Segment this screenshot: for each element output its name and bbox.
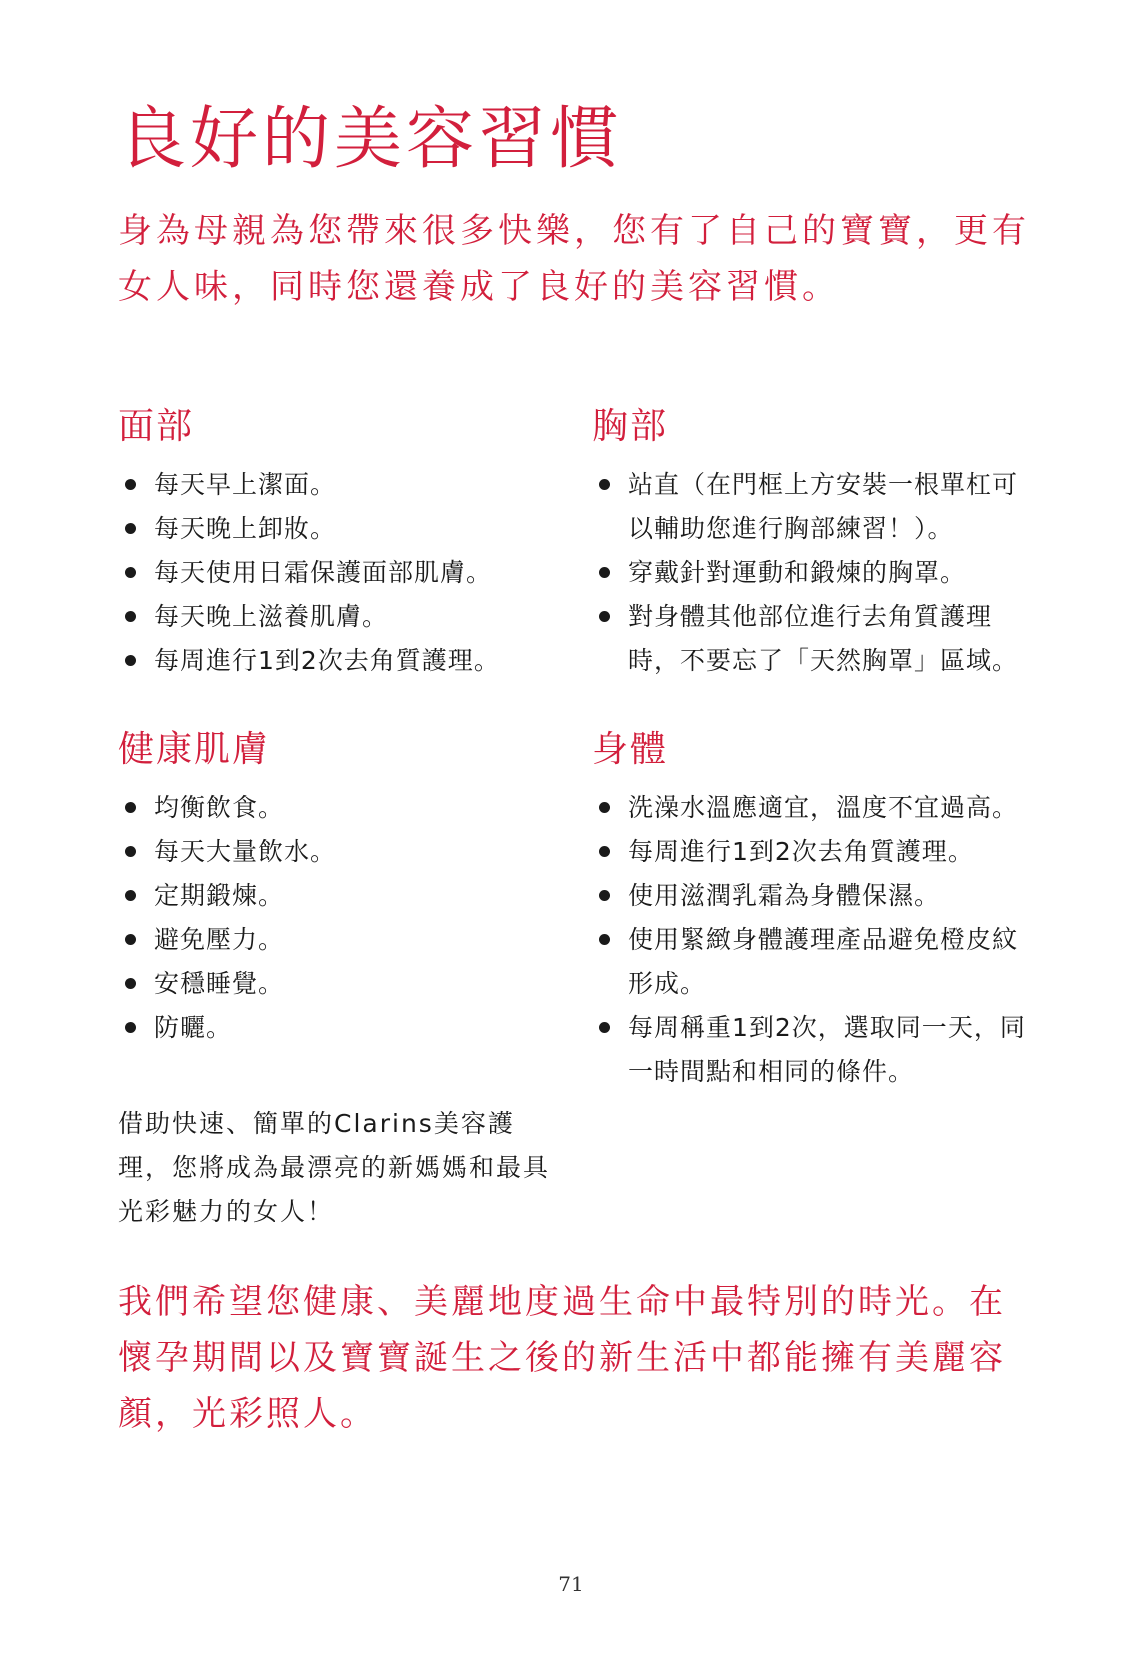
skin-list [118, 786, 558, 1050]
list-item [118, 595, 558, 639]
list-item-text: 站直（在門框上方安裝一根單杠可以輔助您進行胸部練習！）。 [628, 470, 1019, 543]
bullet-icon [599, 567, 610, 578]
list-item-text: 安穩睡覺。 [154, 969, 285, 998]
list-item [592, 595, 1042, 683]
bullet-icon [125, 567, 136, 578]
list-item [592, 830, 1042, 874]
list-item-text: 均衡飲食。 [154, 793, 285, 822]
list-item [592, 786, 1042, 830]
list-item [118, 962, 558, 1006]
body-list [592, 786, 1042, 1094]
section-body [592, 726, 1042, 1094]
page-title: 良好的美容習慣 [118, 100, 623, 179]
list-item [118, 830, 558, 874]
list-item-text: 每天使用日霜保護面部肌膚。 [154, 558, 493, 587]
bullet-icon [125, 846, 136, 857]
intro-text: 身為母親為您帶來很多快樂，您有了自己的寶寶，更有女人味，同時您還養成了良好的美容習慣。 [118, 211, 1030, 307]
bullet-icon [599, 890, 610, 901]
bullet-icon [125, 1022, 136, 1033]
list-item-text: 使用緊緻身體護理產品避免橙皮紋形成。 [628, 925, 1019, 998]
list-item [118, 1006, 558, 1050]
bullet-icon [125, 802, 136, 813]
list-item [592, 874, 1042, 918]
section-heading-body: 身體 [592, 729, 669, 770]
bullet-icon [599, 802, 610, 813]
list-item [592, 551, 1042, 595]
list-item-text: 每天晚上滋養肌膚。 [154, 602, 389, 631]
list-item-text: 使用滋潤乳霜為身體保濕。 [628, 881, 941, 910]
chest-list [592, 463, 1042, 683]
list-item-text: 每天晚上卸妝。 [154, 514, 337, 543]
bullet-icon [125, 611, 136, 622]
list-item [592, 1006, 1042, 1094]
list-item [592, 463, 1042, 551]
bullet-icon [125, 934, 136, 945]
section-heading-healthy-skin: 健康肌膚 [118, 729, 271, 770]
bullet-icon [125, 523, 136, 534]
bullet-icon [599, 846, 610, 857]
list-item-text: 每天大量飲水。 [154, 837, 337, 866]
list-item [118, 507, 558, 551]
list-item [118, 918, 558, 962]
list-item-text: 每周進行1到2次去角質護理。 [628, 837, 974, 866]
bullet-icon [599, 934, 610, 945]
list-item [592, 918, 1042, 1006]
list-item-text: 每周稱重1到2次，選取同一天，同一時間點和相同的條件。 [628, 1013, 1026, 1086]
page-number: 71 [558, 1572, 584, 1596]
list-item [118, 786, 558, 830]
closing-text: 借助快速、簡單的Clarins美容護理，您將成為最漂亮的新媽媽和最具光彩魅力的女人！ [118, 1109, 551, 1226]
list-item-text: 每周進行1到2次去角質護理。 [154, 646, 500, 675]
bullet-icon [125, 479, 136, 490]
face-list [118, 463, 558, 683]
list-item-text: 每天早上潔面。 [154, 470, 337, 499]
list-item-text: 防曬。 [154, 1013, 233, 1042]
list-item-text: 定期鍛煉。 [154, 881, 285, 910]
list-item [118, 463, 558, 507]
wish-text: 我們希望您健康、美麗地度過生命中最特別的時光。在懷孕期間以及寶寶誕生之後的新生活中都能擁有美麗容顏，光彩照人。 [118, 1282, 1006, 1434]
list-item [118, 874, 558, 918]
list-item-text: 穿戴針對運動和鍛煉的胸罩。 [628, 558, 967, 587]
section-face [118, 403, 558, 683]
bullet-icon [125, 655, 136, 666]
bullet-icon [125, 890, 136, 901]
bullet-icon [125, 978, 136, 989]
list-item [118, 639, 558, 683]
list-item [118, 551, 558, 595]
list-item-text: 避免壓力。 [154, 925, 285, 954]
list-item-text: 對身體其他部位進行去角質護理時，不要忘了「天然胸罩」區域。 [628, 602, 1019, 675]
section-heading-chest: 胸部 [592, 406, 669, 447]
section-healthy-skin [118, 726, 558, 1050]
bullet-icon [599, 1022, 610, 1033]
bullet-icon [599, 611, 610, 622]
section-chest [592, 403, 1042, 683]
list-item-text: 洗澡水溫應適宜，溫度不宜過高。 [628, 793, 1019, 822]
section-heading-face: 面部 [118, 406, 195, 447]
bullet-icon [599, 479, 610, 490]
